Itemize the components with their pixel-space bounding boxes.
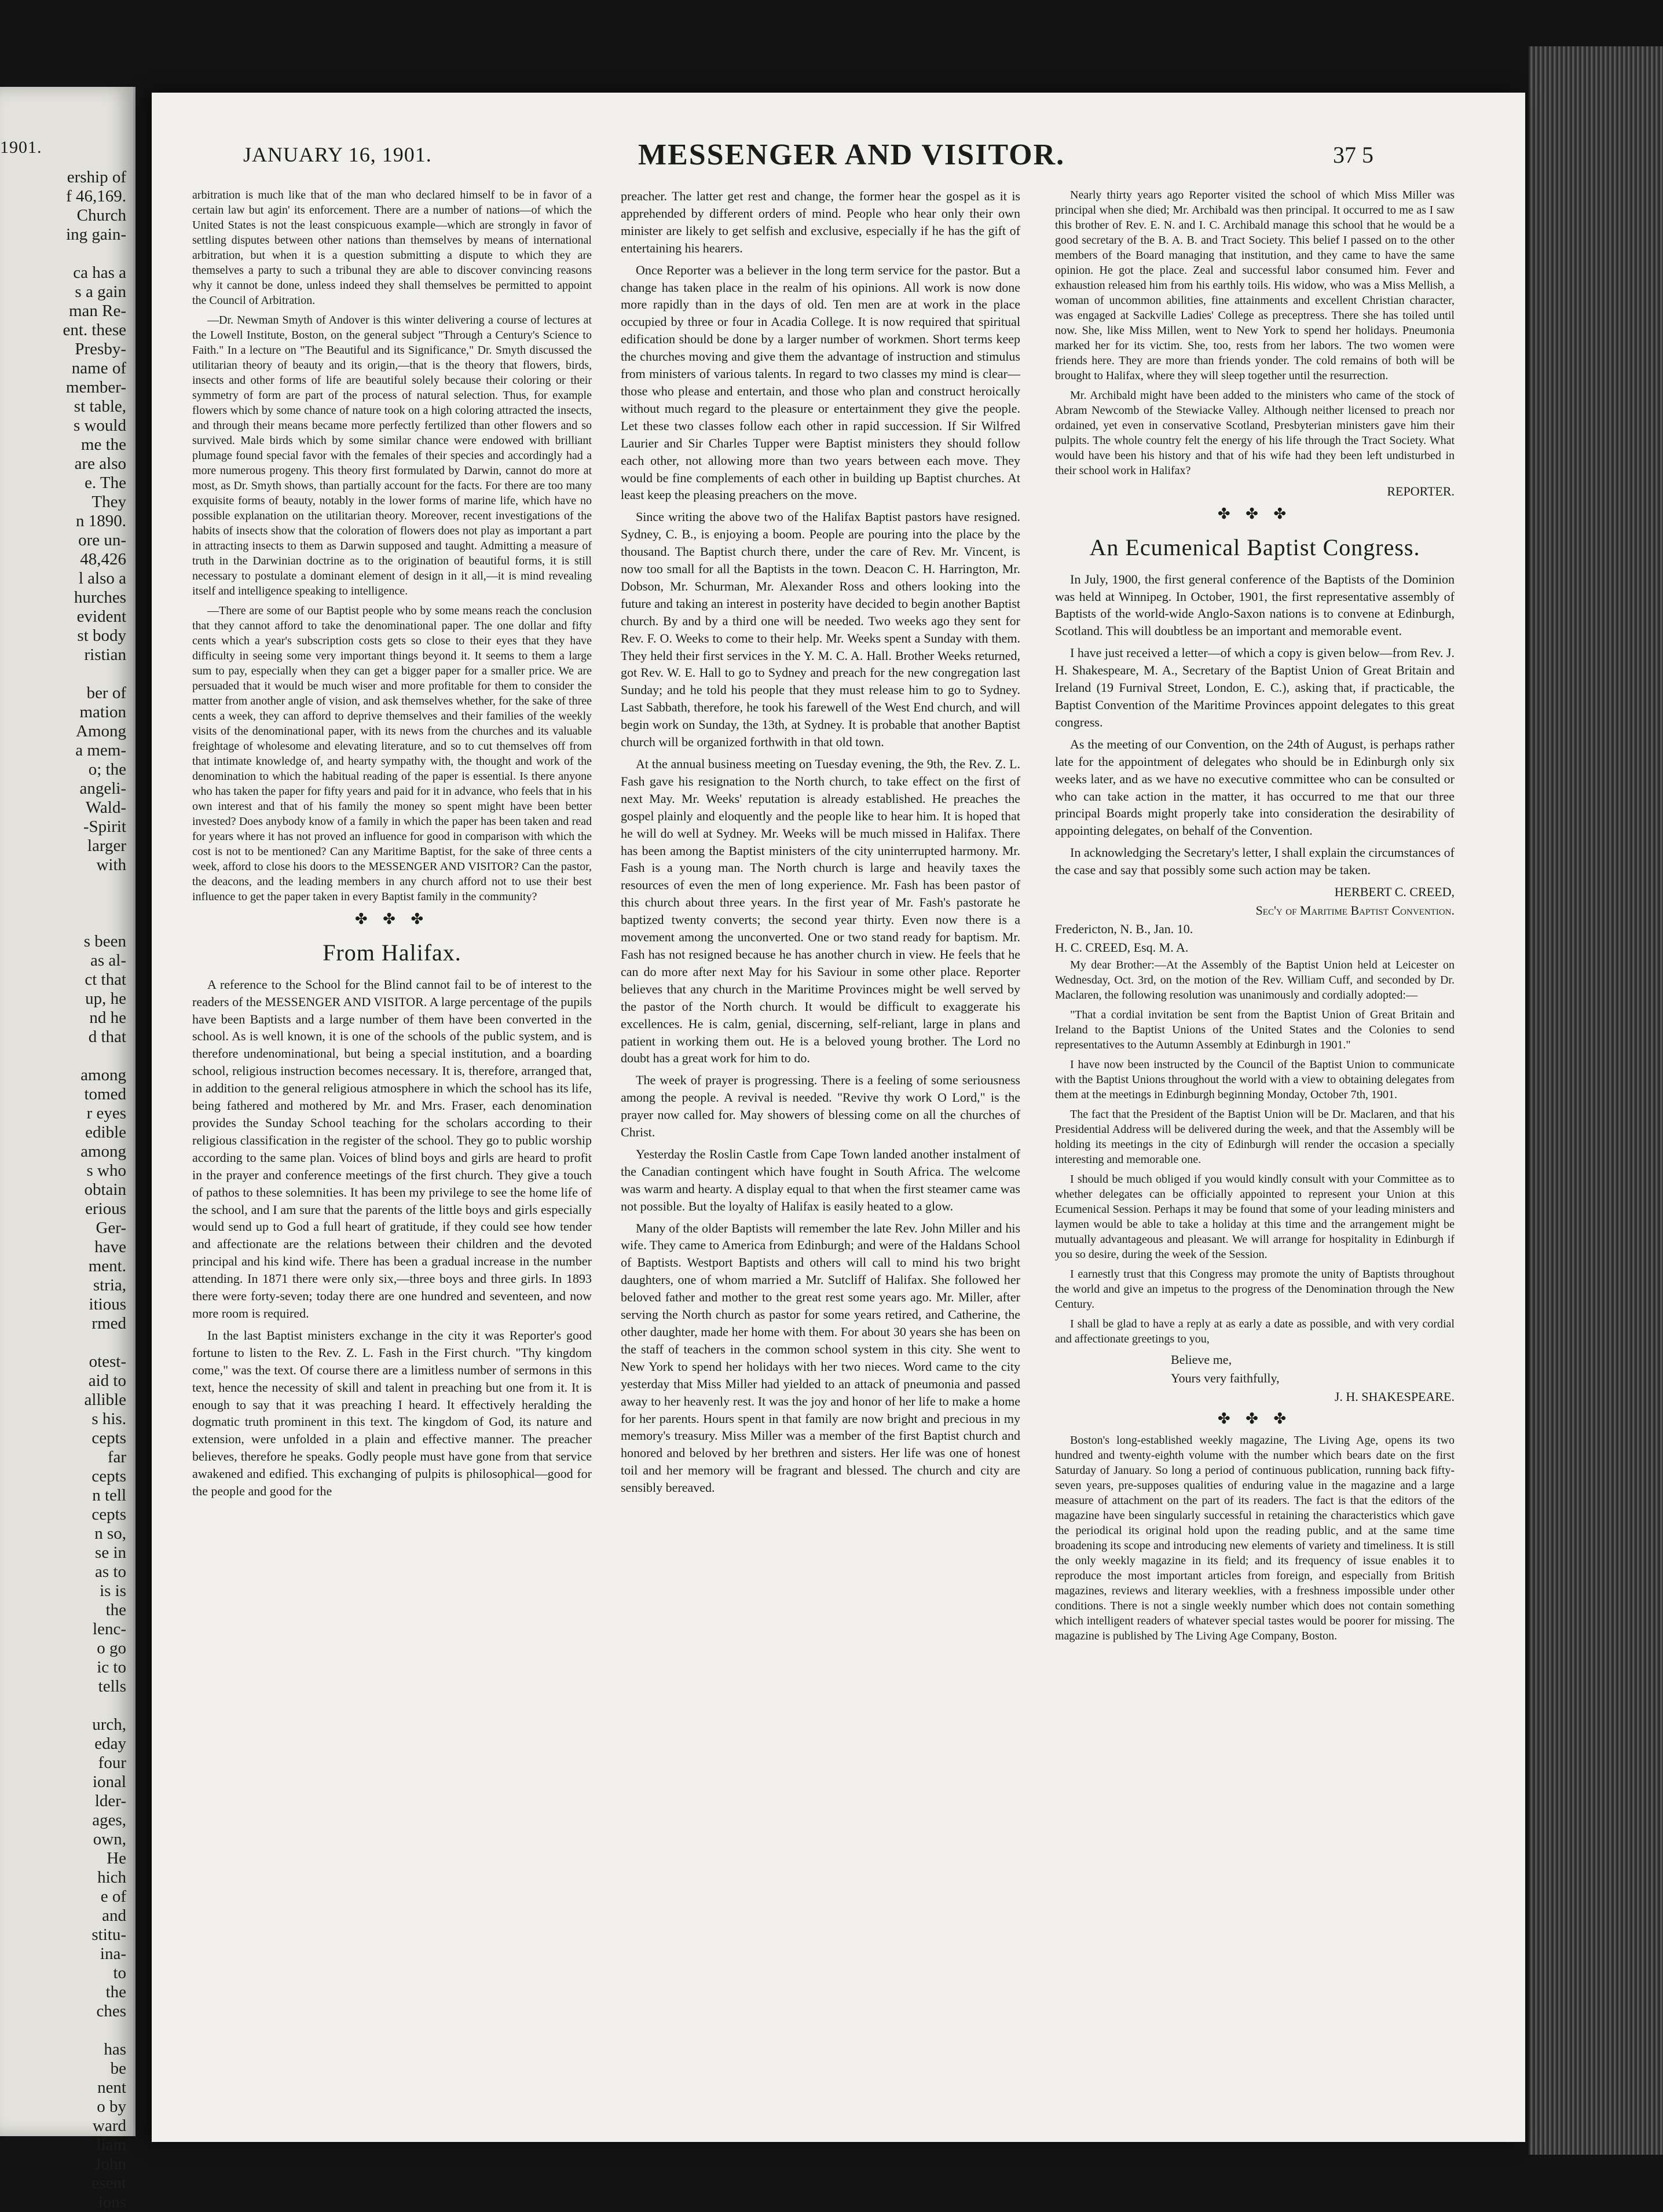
adjacent-page [0,87,135,2211]
adjacent-page-line: John [94,2155,126,2173]
adjacent-page-line: angeli- [79,779,126,798]
creed-signature: HERBERT C. CREED, [1334,885,1455,900]
editorial-paragraph: arbitration is much like that of the man who declared himself to be in favor of a certain law but agin' its enforcement. There are a number of nations—of which the United States is not the least conspicuous example—which are strongly in favor of settling disputes between other nations than themselves by means of international arbitration, but when it is a question submitting a dispute to which they are themselves a party to such a tribunal they are able to discover convincing reasons why it cannot be done, unless indeed they shall themselves be permitted to appoint the Council of Arbitration. [192,189,592,307]
adjacent-page-line [0,1047,126,1066]
editorial-paragraph: —Dr. Newman Smyth of Andover is this winter delivering a course of lectures at the Lowell Institute, Boston, on the general subject "Through a Century's Science to Faith." In a lecture on "The Beautiful and its Significance," Dr. Smyth discussed the utilitarian theory of beauty and its origin,—that is the theory that flowers, birds, insects and other forms of life are beautiful solely because their coloring or their symmetry of form are part of the process of natural selection. Thus, for example flowers which by some chance of nature took on a high coloring attracted the insects, and through their means became more perfectly fertilized than other flowers and so survived. Male birds which by some similar chance were endowed with brilliant plumage found special favor with the females of their species and accordingly had a more numerous progeny. This theory first formulated by Darwin, cannot do more at most, as Dr. Smyth shows, than partially account for the facts. For there are too many exquisite forms of beauty, notably in the lower forms of marine life, which have no possible explanation on the utilitarian theory. Moreover, recent investigations of the habits of insects show that the coloration of flowers does not play as important a part in attracting insects to them as Darwin supposed and taught. Admitting a measure of truth in the Darwinian doctrine as to the origination of beautiful forms, it is still necessary to postulate a dominant element of design in it all,—it is mind revealing itself and intelligence speaking to intelligence. [192,314,592,597]
adjacent-page-line: esent [91,2174,126,2192]
halifax-paragraph: In the last Baptist ministers exchange in the city it was Reporter's good fortune to listen to the Rev. Z. L. Fash in the First church. "Thy kingdom come," was the text. Of course there are a limitless number of sermons in this text, hence the necessity of skill and talent in preaching but one from it. It is enough to say that it was preaching I heard. It effectively heralding the dogmatic truth prominent in this text. The kingdom of God, its nature and extension, were unfolded in a plain and effective manner. The preacher believes, therefore he speaks. Godly people must have gone from that service awakened and edified. This exchanging of pulpits is philosophical—good for the people and good for the [192,1327,592,1499]
living-age-notice [1055,1433,1455,1644]
halifax-paragraph: Many of the older Baptists will remember the late Rev. John Miller and his wife. They came to America from Edinburgh; and were of the Haldans School of Baptists. Westport Baptists and others will call to mind his two bright daughters, one of whom married a Mr. Sutcliff of Halifax. She followed her beloved father and mother to the great rest some years ago. Mr. Miller, after serving the North church as pastor for some years retired, and Catherine, the other daughter, made her home with them. For about 30 years she has been on the staff of teachers in the common school system in this city. She went to New York to spend her holidays with her two nieces. Word came to the city yesterday that Miss Miller had yielded to an attack of pneumonia and passed away to her heavenly rest. It was the joy and honor of her life to make a home for her parents. Hours spent in that family are now bright and precious in my memory's treasury. Miss Miller was a member of the first Baptist church and honored and beloved by her brethren and sisters. Her life was one of honest toil and her memory will be fragrant and blessed. The church and city are sensibly bereaved. [621,1220,1020,1495]
column-2 [621,188,1020,2115]
living-age-paragraph: Boston's long-established weekly magazine, The Living Age, opens its two hundred and twenty-eighth volume with the number which bears date on the first Saturday of January. So long a period of continuous publication, running back fifty-seven years, pre-supposes qualities of enduring value in the magazine and a large measure of attachment on the part of its readers. The fact is that the editors of the magazine have been singularly successful in retaining the characteristics which gave the periodical its original hold upon the reading public, and at the same time broadening its scope and introducing new elements of variety and timeliness. It is still the only weekly magazine in its field; and its frequency of issue enables it to reproduce the most important articles from foreign, and especially from British magazines, reviews and literary weeklies, with a freshness impossible under other conditions. There is not a single weekly number which does not contain something which intelligent readers of whatever special tastes would be poorer for missing. The magazine is published by The Living Age Company, Boston. [1055,1433,1455,1642]
adjacent-page-line: n so, [94,1524,126,1543]
adjacent-page-line: erious [85,1199,126,1218]
creed-title: Sec'y of Maritime Baptist Convention. [1255,903,1455,918]
adjacent-page-line: ic to [97,1658,126,1677]
adjacent-page-line: st table, [74,397,126,416]
adjacent-page-line: cepts [91,1467,126,1485]
ecumenical-paragraph: I have just received a letter—of which a copy is given below—from Rev. J. H. Shakespeare, M. A., Secretary of the Baptist Union of Great Britain and Ireland (19 Furnival Street, London, E. C.), asking that, if practicable, the Baptist Convention of the Maritime Provinces appoint delegates to this great congress. [1055,645,1455,729]
adjacent-page-line: aid to [88,1371,126,1390]
adjacent-page-line: ional [93,1773,126,1791]
adjacent-page-line: eday [94,1734,126,1753]
adjacent-page-line: obtain [84,1180,126,1199]
adjacent-page-line: st body [77,626,126,645]
adjacent-page-line: rmed [91,1314,126,1333]
adjacent-page-line: four [98,1754,126,1772]
halifax-paragraph: A reference to the School for the Blind cannot fail to be of interest to the readers of the MESSENGER AND VISITOR. A large percentage of the pupils have been Baptists and a large number of them have been converted in the school. As is well known, it is one of the schools of the public system, and is therefore undenominational, but being a special institution, and a boarding school, religious instruction becomes necessary. It is, therefore, arranged that, in addition to the general religious atmosphere in which the school has its life, being fathered and mothered by Mr. and Mrs. Fraser, each denomination provides the Sunday School teaching for the scholars according to their religious classification in the register of the school. They go to public worship according to the same plan. Voices of blind boys and girls are heard to profit in the prayer and conference meetings of the first church. They give a touch of pathos to these solemnities. It has been my privilege to see the home life of the school, and I am sure that the parents of the little boys and girls especially would send up to God a full heart of gratitude, if they could see how tender and affectionate are the relations between their children and the devoted principal and his kind wife. There has been a gradual increase in the number attending. In 1871 there were only six,—three boys and three girls. In 1893 there were forty-seven; today there are one hundred and seventeen, and now more room is required. [192,977,592,1320]
newspaper-page [152,93,1525,2142]
adjacent-page-line: ment. [88,1257,126,1275]
adjacent-page-line: ber of [86,684,126,702]
adjacent-page-line: name of [71,359,126,377]
adjacent-page-line: f 46,169. [66,187,126,206]
adjacent-page-line: o by [97,2097,126,2116]
adjacent-page-line [0,244,126,263]
adjacent-page-line: itious [89,1295,126,1314]
adjacent-page-line: is is [100,1582,126,1600]
section-ornament: ✤ ✤ ✤ [354,911,430,927]
adjacent-page-line: lenc- [93,1620,126,1638]
letter-paragraph: I should be much obliged if you would kindly consult with your Committee as to whether delegates can be officially appointed to represent your Union at this Ecumenical Session. Perhaps it may be found that some of your leading ministers and laymen would be able to take a holiday at this time and the arrangement might be mutually advantageous and pleasant. We will arrange for hospitality in Edinburgh if you so desire, during the week of the Session. [1055,1172,1455,1261]
adjacent-page-line: far [107,1448,126,1466]
adjacent-page-line: otest- [89,1352,126,1371]
adjacent-page-line: s been [83,932,126,951]
section-ornament: ✤ ✤ ✤ [1217,505,1292,522]
ecumenical-paragraph: As the meeting of our Convention, on the 24th of August, is perhaps rather late for the appointment of delegates who should be in Edinburgh only six weeks later, and as we have no executive committee who can be consulted or who can take action in the matter, it has occurred to me that our three principal Boards might properly take into consideration the desirability of appointing delegates, on behalf of the Convention. [1055,736,1455,838]
adjacent-page-line [0,1696,126,1715]
adjacent-page-line: as to [95,1562,126,1581]
adjacent-page-line: mation [79,703,126,721]
adjacent-page-line: own, [93,1830,126,1848]
adjacent-page-line: o go [97,1639,126,1657]
adjacent-page-line: s would [73,416,126,435]
adjacent-page-line: ward [93,2116,126,2135]
letter-paragraph: My dear Brother:—At the Assembly of the Baptist Union held at Leicester on Wednesday, Oct. 3rd, on the motion of the Rev. William Cuff, and seconded by Dr. Maclaren, the following resolution was unanimously and cordially adopted:— [1055,958,1455,1002]
adjacent-page-line: evident [76,607,126,626]
adjacent-page-line: d that [88,1028,126,1046]
adjacent-page-line: He [107,1849,126,1868]
adjacent-page-line [0,894,126,913]
adjacent-page-line: 48,426 [80,550,126,568]
adjacent-page-line: Church [76,206,126,225]
adjacent-page-line: to [113,1964,126,1982]
halifax-paragraph: Mr. Archibald might have been added to the ministers who came of the stock of Abram Newcomb of the Stewiacke Valley. Although neither licensed to preach nor ordained, yet even in conservative Scotland, Presbyterian ministers gave him their pulpits. The whole country felt the energy of his life through the Tract Society. What would have been his history and that of his wife had they been left undisturbed in their school work in Halifax? [1055,389,1455,477]
letter-closing-1: Believe me, [1171,1352,1232,1367]
adjacent-page-line: among [80,1066,126,1084]
adjacent-page-line: man Re- [68,302,126,320]
adjacent-page-line: Presby- [75,340,126,358]
halifax-paragraph: Nearly thirty years ago Reporter visited the school of which Miss Miller was principal when she died; Mr. Archibald was then principal. It occurred to me as I saw this brother of Rev. E. N. and I. C. Archibald manage this school that he would be a good secretary of the B. A. B. and Tract Society. This belief I passed on to the other members of the Board managing that institution, and they came to have the same opinion. He got the place. Zeal and successful labor consumed him. Fever and exhaustion released him from his earthly toils. His widow, who was a Miss Mellish, a woman of uncommon abilities, fine attainments and excellent Christian character, was engaged at Sackville Ladies' College as preceptress. There she has toiled until now. She, like Miss Millen, went to New York to spend her holidays. Pneumonia marked her for its victim. She, too, rests from her labors. The two women were friends here. They are more than friends yonder. The cold remains of both will be brought to Halifax, where they will sleep together until the resurrection. [1055,189,1455,382]
adjacent-page-line: tomed [84,1085,126,1103]
adjacent-page-line: has [104,2040,126,2059]
adjacent-page-line: nent [97,2078,126,2097]
adjacent-page-line: hurches [74,588,126,607]
column-1 [192,188,592,2115]
adjacent-page-line: ches [96,2002,126,2020]
adjacent-page-year: 1901. [0,138,42,157]
letter-place-date: Fredericton, N. B., Jan. 10. [1055,921,1193,936]
ecumenical-paragraph: In acknowledging the Secretary's letter, I shall explain the circumstances of the case and say that possibly some such action may be taken. [1055,845,1455,878]
halifax-paragraph: The week of prayer is progressing. There is a feeling of some seriousness among the people. A revival is needed. "Revive thy work O Lord," is the prayer now called for. May showers of blessing come on all the churches of Christ. [621,1073,1020,1140]
adjacent-page-line: tells [98,1677,126,1696]
heading-ecumenical-congress: An Ecumenical Baptist Congress. [1089,534,1420,561]
column-2-halifax-article [621,188,1020,1496]
adjacent-page-line: ent. these [63,321,126,339]
masthead-title: MESSENGER AND VISITOR. [638,138,1065,171]
heading-from-halifax: From Halifax. [323,940,461,966]
article-columns [192,188,1489,2115]
letter-paragraph: "That a cordial invitation be sent from the Baptist Union of Great Britain and Ireland to the Baptist Unions of the United States and the Colonies to send representatives to the Autumn Assembly at Edinburgh in 1901." [1055,1008,1455,1051]
adjacent-page-line: e of [100,1887,126,1906]
ecumenical-article-body [1055,571,1455,879]
adjacent-page-line: among [80,1142,126,1161]
adjacent-page-line [0,875,126,894]
adjacent-page-line: r eyes [86,1104,126,1122]
halifax-paragraph: preacher. The latter get rest and change, the former hear the gospel as it is apprehended by different orders of mind. People who hear only their own minister are likely to get selfish and exclusive, especially if he has the gift of entertaining his hearers. [621,189,1020,255]
adjacent-page-line: se in [95,1543,126,1562]
adjacent-page-line: lder- [94,1792,126,1810]
page-number: 37 5 [1333,142,1373,168]
adjacent-page-line: up, he [85,989,126,1008]
column-1-halifax-article [192,976,592,1500]
adjacent-page-line: Wald- [85,798,126,817]
adjacent-page-line: cepts [91,1429,126,1447]
adjacent-page-line [0,2021,126,2040]
adjacent-page-line: with [96,856,126,874]
section-ornament: ✤ ✤ ✤ [1217,1410,1292,1428]
adjacent-page-line: ca has a [73,263,126,282]
adjacent-page-line: ina- [100,1945,126,1963]
adjacent-page-line: have [94,1238,126,1256]
adjacent-page-line [0,913,126,932]
editorial-paragraph: —There are some of our Baptist people who by some means reach the conclusion that they cannot afford to take the denominational paper. The one dollar and fifty cents which a year's subscription costs gets so close to their eyes that they have difficulty in seeing some very important things beyond it. It seems to them a large sum to pay, especially when they can get a bigger paper for a smaller price. We are persuaded that it would be much wiser and more profitable for them to consider the matter from another angle of vision, and ask themselves whether, for the sake of three cents a week, they can afford to deprive themselves and their families of the weekly visits of the denominational paper, with its news from the churches and its valuable freightage of wholesome and elevating literature, and so to cut themselves off from that intimate knowledge of, and hearty sympathy with, the thought and work of the denomination to which the habitual reading of the paper is essential. Is there anyone who has taken the paper for fifty years and paid for it in advance, who feels that in his own interest and that of his family the money so spent might have been better invested? Does anybody know of a family in which the paper has been taken and read for years where it has not proved an influence for good in comparison with which the cost is not to be mentioned? Can any Maritime Baptist, for the sake of three cents a week, afford to close his doors to the MESSENGER AND VISITOR? Can the pastor, the deacons, and the leading members in any church afford not to use their best influence to get the paper taken in every Baptist family in the community? [192,604,592,903]
halifax-paragraph: Since writing the above two of the Halifax Baptist pastors have resigned. Sydney, C. B., is enjoying a boom. People are pouring into the place by the thousand. The Baptist church there, under the care of Rev. Mr. Vincent, is now too small for all the Baptists in the town. Deacon C. H. Harrington, Mr. Dobson, Mr. Schurman, Mr. Alexander Ross and others looking into the future and taking an interest in posterity have decided to begin another Baptist church. By and by a third one will be needed. Two weeks ago they sent for Rev. F. O. Weeks to come to their help. Mr. Weeks spent a Sunday with them. They held their first services in the Y. M. C. A. Hall. Brother Weeks returned, got Rev. W. E. Hall to go to Sydney and preach for the new congregation last Sunday; and he told his people that they must release him to go to Sydney. Last Sabbath, therefore, he took his farewell of the West End church, and will begin work on Sunday, the 13th, at Sydney. It is probable that another Baptist church will be organized forthwith in that old town. [621,509,1020,750]
column-3 [1055,188,1455,2115]
shakespeare-signature: J. H. SHAKESPEARE. [1334,1389,1455,1404]
adjacent-page-line: e. The [85,474,126,492]
adjacent-page-line: s who [86,1161,126,1180]
adjacent-page-line: ristian [84,645,126,664]
header-date: JANUARY 16, 1901. [243,143,432,166]
adjacent-page-line: liam [96,2136,126,2154]
letter-addressee: H. C. CREED, Esq. M. A. [1055,940,1189,955]
adjacent-page-line: Ger- [96,1219,126,1237]
adjacent-page-line [0,665,126,684]
adjacent-page-line: l also a [78,569,126,588]
letter-paragraph: I earnestly trust that this Congress may promote the unity of Baptists throughout the world and give an impetus to the progress of the Denomination through the New Century. [1055,1267,1455,1311]
adjacent-page-line: ing gain- [66,225,126,244]
column-1-editorials [192,188,592,904]
book-page-edges [1529,46,1663,2155]
adjacent-page-line: ership of [67,168,126,186]
letter-paragraph: I shall be glad to have a reply at as early a date as possible, and with very cordial and affectionate greetings to you, [1055,1317,1455,1345]
letter-closing-2: Yours very faithfully, [1171,1370,1280,1385]
adjacent-page-line: the [105,1983,126,2001]
adjacent-page-line [0,1333,126,1352]
adjacent-page-line: s a gain [75,283,126,301]
adjacent-page-line: are also [74,454,126,473]
adjacent-page-line: o; the [88,760,126,779]
halifax-paragraph: At the annual business meeting on Tuesday evening, the 9th, the Rev. Z. L. Fash gave his resignation to the North church, to take effect on the first of next May. Mr. Weeks' reputation is already established. He preaches the gospel plainly and eloquently and the people like to hear him. It is hoped that he will do well at Sydney. Mr. Weeks will be much missed in Halifax. There has been among the Baptist ministers of the city uninterrupted harmony. Mr. Fash is a young man. The North church is large and heavily taxes the resources of even the men of long experience. Mr. Fash has been pastor of this church about three years. In the first year of Mr. Fash's pastorate he baptized twenty converts; the second year thirty. Even now there is a movement among the unconverted. One or two stand ready for baptism. Mr. Fash has not resigned because he has another church in view. He feels that he can do more after next May for his Saviour in some other place. Reporter believes that any church in the Maritime Provinces might be well served by the pastor of the North church. It would be difficult to exaggerate his excellences. He is calm, genial, discerning, self-reliant, large in plans and patient in working them out. He is a beloved young brother. The Lord no doubt has a great work for him to do. [621,757,1020,1066]
halifax-paragraph: Yesterday the Roslin Castle from Cape Town landed another instalment of the Canadian contingent which have fought in South Africa. The welcome was warm and hearty. A display equal to that when the first steamer came was not possible. But the loyalty of Halifax is easily heated to a glow. [621,1146,1020,1213]
adjacent-page-line: hich [97,1868,126,1887]
adjacent-page-line: n tell [92,1486,126,1505]
letter-paragraph: I have now been instructed by the Council of the Baptist Union to communicate with the Baptist Unions throughout the world with a view to obtaining delegates from them at the meetings in Edinburgh beginning Monday, October 7th, 1901. [1055,1058,1455,1101]
shakespeare-letter-body [1055,958,1455,1347]
adjacent-page-line: cepts [91,1505,126,1524]
adjacent-page-text [0,168,133,2212]
adjacent-page-line: nd he [89,1008,126,1027]
adjacent-page-line: the [105,1601,126,1619]
adjacent-page-line: edible [85,1123,126,1142]
adjacent-page-line: -Spirit [83,817,126,836]
page-header [152,137,1525,177]
column-3-halifax-article [1055,188,1455,478]
adjacent-page-line: ions [98,2193,126,2211]
adjacent-page-line: ore un- [78,531,126,549]
adjacent-page-line: s his. [91,1410,126,1428]
halifax-paragraph: Once Reporter was a believer in the long term service for the pastor. But a change has taken place in the realm of his opinions. All work is now done more rapidly than in the days of old. Ten men are at work in the place occupied by three or four in Acadia College. It is now required that spiritual edification should be done by a larger number of workmen. Short terms keep the churches moving and give them the advantage of instruction and stimulus from ministers of various talents. In regard to two classes my mind is clear—those who please and entertain, and those who plan and construct heroically without much regard to the pleasure or entertainment they give the people. Let these two classes follow each other in rapid succession. If Sir Wilfred Laurier and Sir Charles Tupper were Baptist ministers they should follow each other, not allowing more than two years between each move. They would be fine complements of each other in building up Baptist churches. At least keep the pleasing preachers on the move. [621,262,1020,502]
adjacent-page-line: n 1890. [76,512,126,530]
adjacent-page-line: larger [87,837,126,855]
adjacent-page-line: and [102,1906,126,1925]
letter-paragraph: The fact that the President of the Baptist Union will be Dr. Maclaren, and that his Presidential Address will be delivered during the week, and that the Assembly will be holding its meetings in the city of Edinburgh will render the occasion a specially interesting and memorable one. [1055,1107,1455,1166]
adjacent-page-line: They [91,493,126,511]
adjacent-page-line: member- [65,378,126,397]
adjacent-page-line: allible [84,1391,126,1409]
adjacent-page-line: ages, [92,1811,126,1829]
reporter-signature: REPORTER. [1387,484,1455,498]
adjacent-page-line: stria, [93,1276,126,1294]
adjacent-page-line: a mem- [75,741,126,760]
adjacent-page-line: urch, [92,1715,126,1734]
adjacent-page-line: me the [80,435,126,454]
adjacent-page-line: be [110,2059,126,2078]
ecumenical-paragraph: In July, 1900, the first general conference of the Baptists of the Dominion was held at Winnipeg. In October, 1901, the first representative assembly of Baptists of the world-wide Anglo-Saxon nations is to convene at Edinburgh, Scotland. This will doubtless be an important and memorable event. [1055,571,1455,639]
adjacent-page-line: stitu- [91,1925,126,1944]
adjacent-page-line: as al- [90,951,126,970]
adjacent-page-line: Among [76,722,126,740]
adjacent-page-line: ct that [85,970,126,989]
